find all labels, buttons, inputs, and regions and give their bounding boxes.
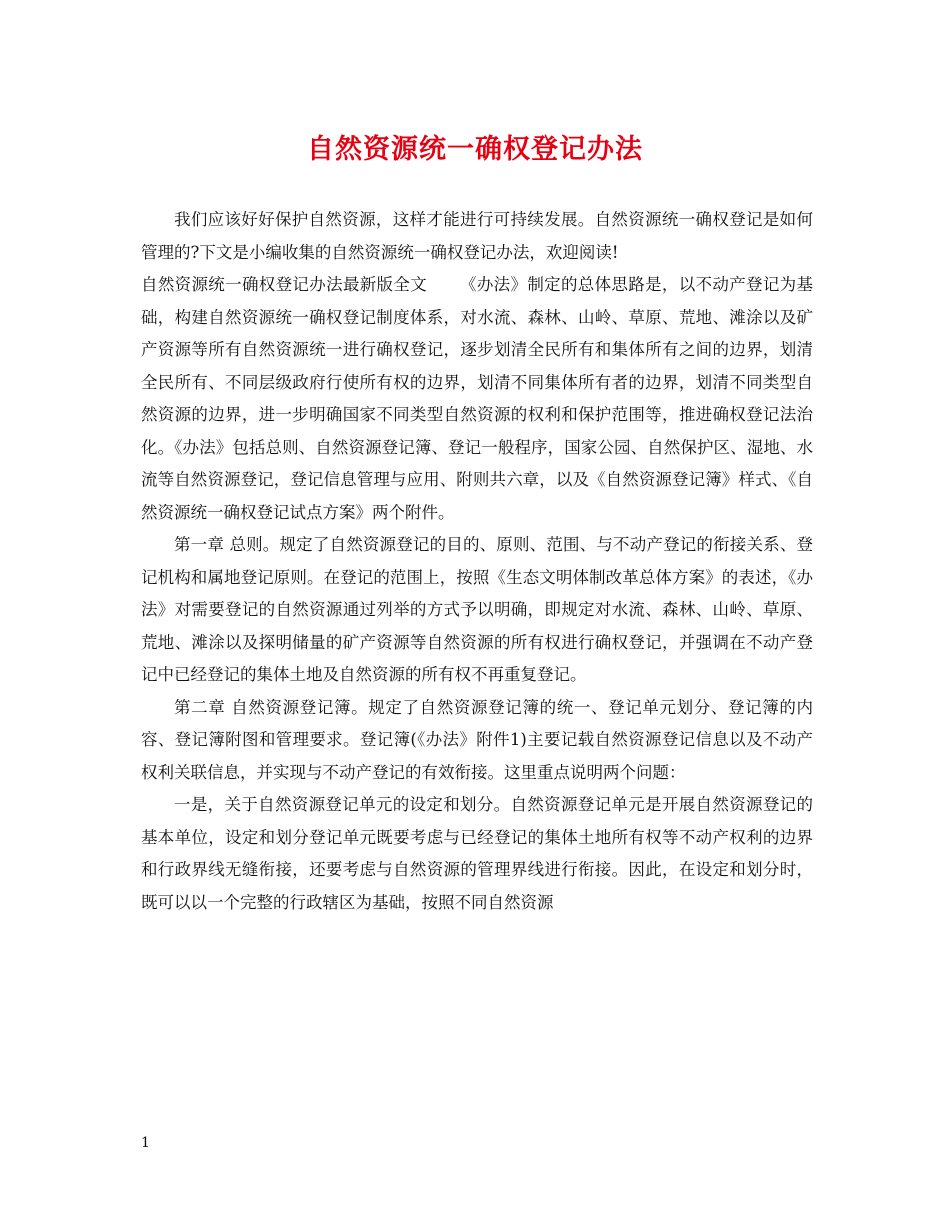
paragraph-overview	[141, 269, 813, 529]
paragraph-point-1: 一是，关于自然资源登记单元的设定和划分。自然资源登记单元是开展自然资源登记的基本单位，设定和划分登记单元既要考虑与已经登记的集体土地所有权等不动产权利的边界和行政界线无缝衔接，还要考虑与自然资源的管理界线进行衔接。因此，在设定和划分时，既可以以一个完整的行政辖区为基础，按照不同自然资源	[141, 795, 813, 912]
document-title: 自然资源统一确权登记办法	[307, 134, 643, 165]
paragraph-intro: 我们应该好好保护自然资源，这样才能进行可持续发展。自然资源统一确权登记是如何管理的?下文是小编收集的自然资源统一确权登记办法，欢迎阅读!	[141, 210, 813, 262]
page-number: 1	[141, 1135, 150, 1151]
paragraph-overview-text: 《办法》制定的总体思路是，以不动产登记为基础，构建自然资源统一确权登记制度体系，对水流、森林、山岭、草原、荒地、滩涂以及矿产资源等所有自然资源统一进行确权登记，逐步划清全民所有和集体所有之间的边界，划清全民所有、不同层级政府行使所有权的边界，划清不同集体所有者的边界，划清不同类型自然资源的边界，进一步明确国家不同类型自然资源的权利和保护范围等，推进确权登记法治化。《办法》包括总则、自然资源登记簿、登记一般程序，国家公园、自然保护区、湿地、水流等自然资源登记，登记信息管理与应用、附则共六章，以及《自然资源登记簿》样式、《自然资源统一确权登记试点方案》两个附件。	[141, 275, 814, 522]
paragraph-chapter-2: 第二章 自然资源登记簿。规定了自然资源登记簿的统一、登记单元划分、登记簿的内容、登记簿附图和管理要求。登记簿(《办法》附件1)主要记载自然资源登记信息以及不动产权利关联信息，并实现与不动产登记的有效衔接。这里重点说明两个问题：	[141, 697, 813, 782]
paragraph-chapter-1: 第一章 总则。规定了自然资源登记的目的、原则、范围、与不动产登记的衔接关系、登记机构和属地登记原则。在登记的范围上，按照《生态文明体制改革总体方案》的表述，《办法》对需要登记的自然资源通过列举的方式予以明确，即规定对水流、森林、山岭、草原、荒地、滩涂以及探明储量的矿产资源等自然资源的所有权进行确权登记，并强调在不动产登记中已经登记的集体土地及自然资源的所有权不再重复登记。	[141, 535, 813, 684]
document-body	[141, 204, 813, 919]
paragraph-overview-lead: 自然资源统一确权登记办法最新版全文	[141, 275, 428, 294]
